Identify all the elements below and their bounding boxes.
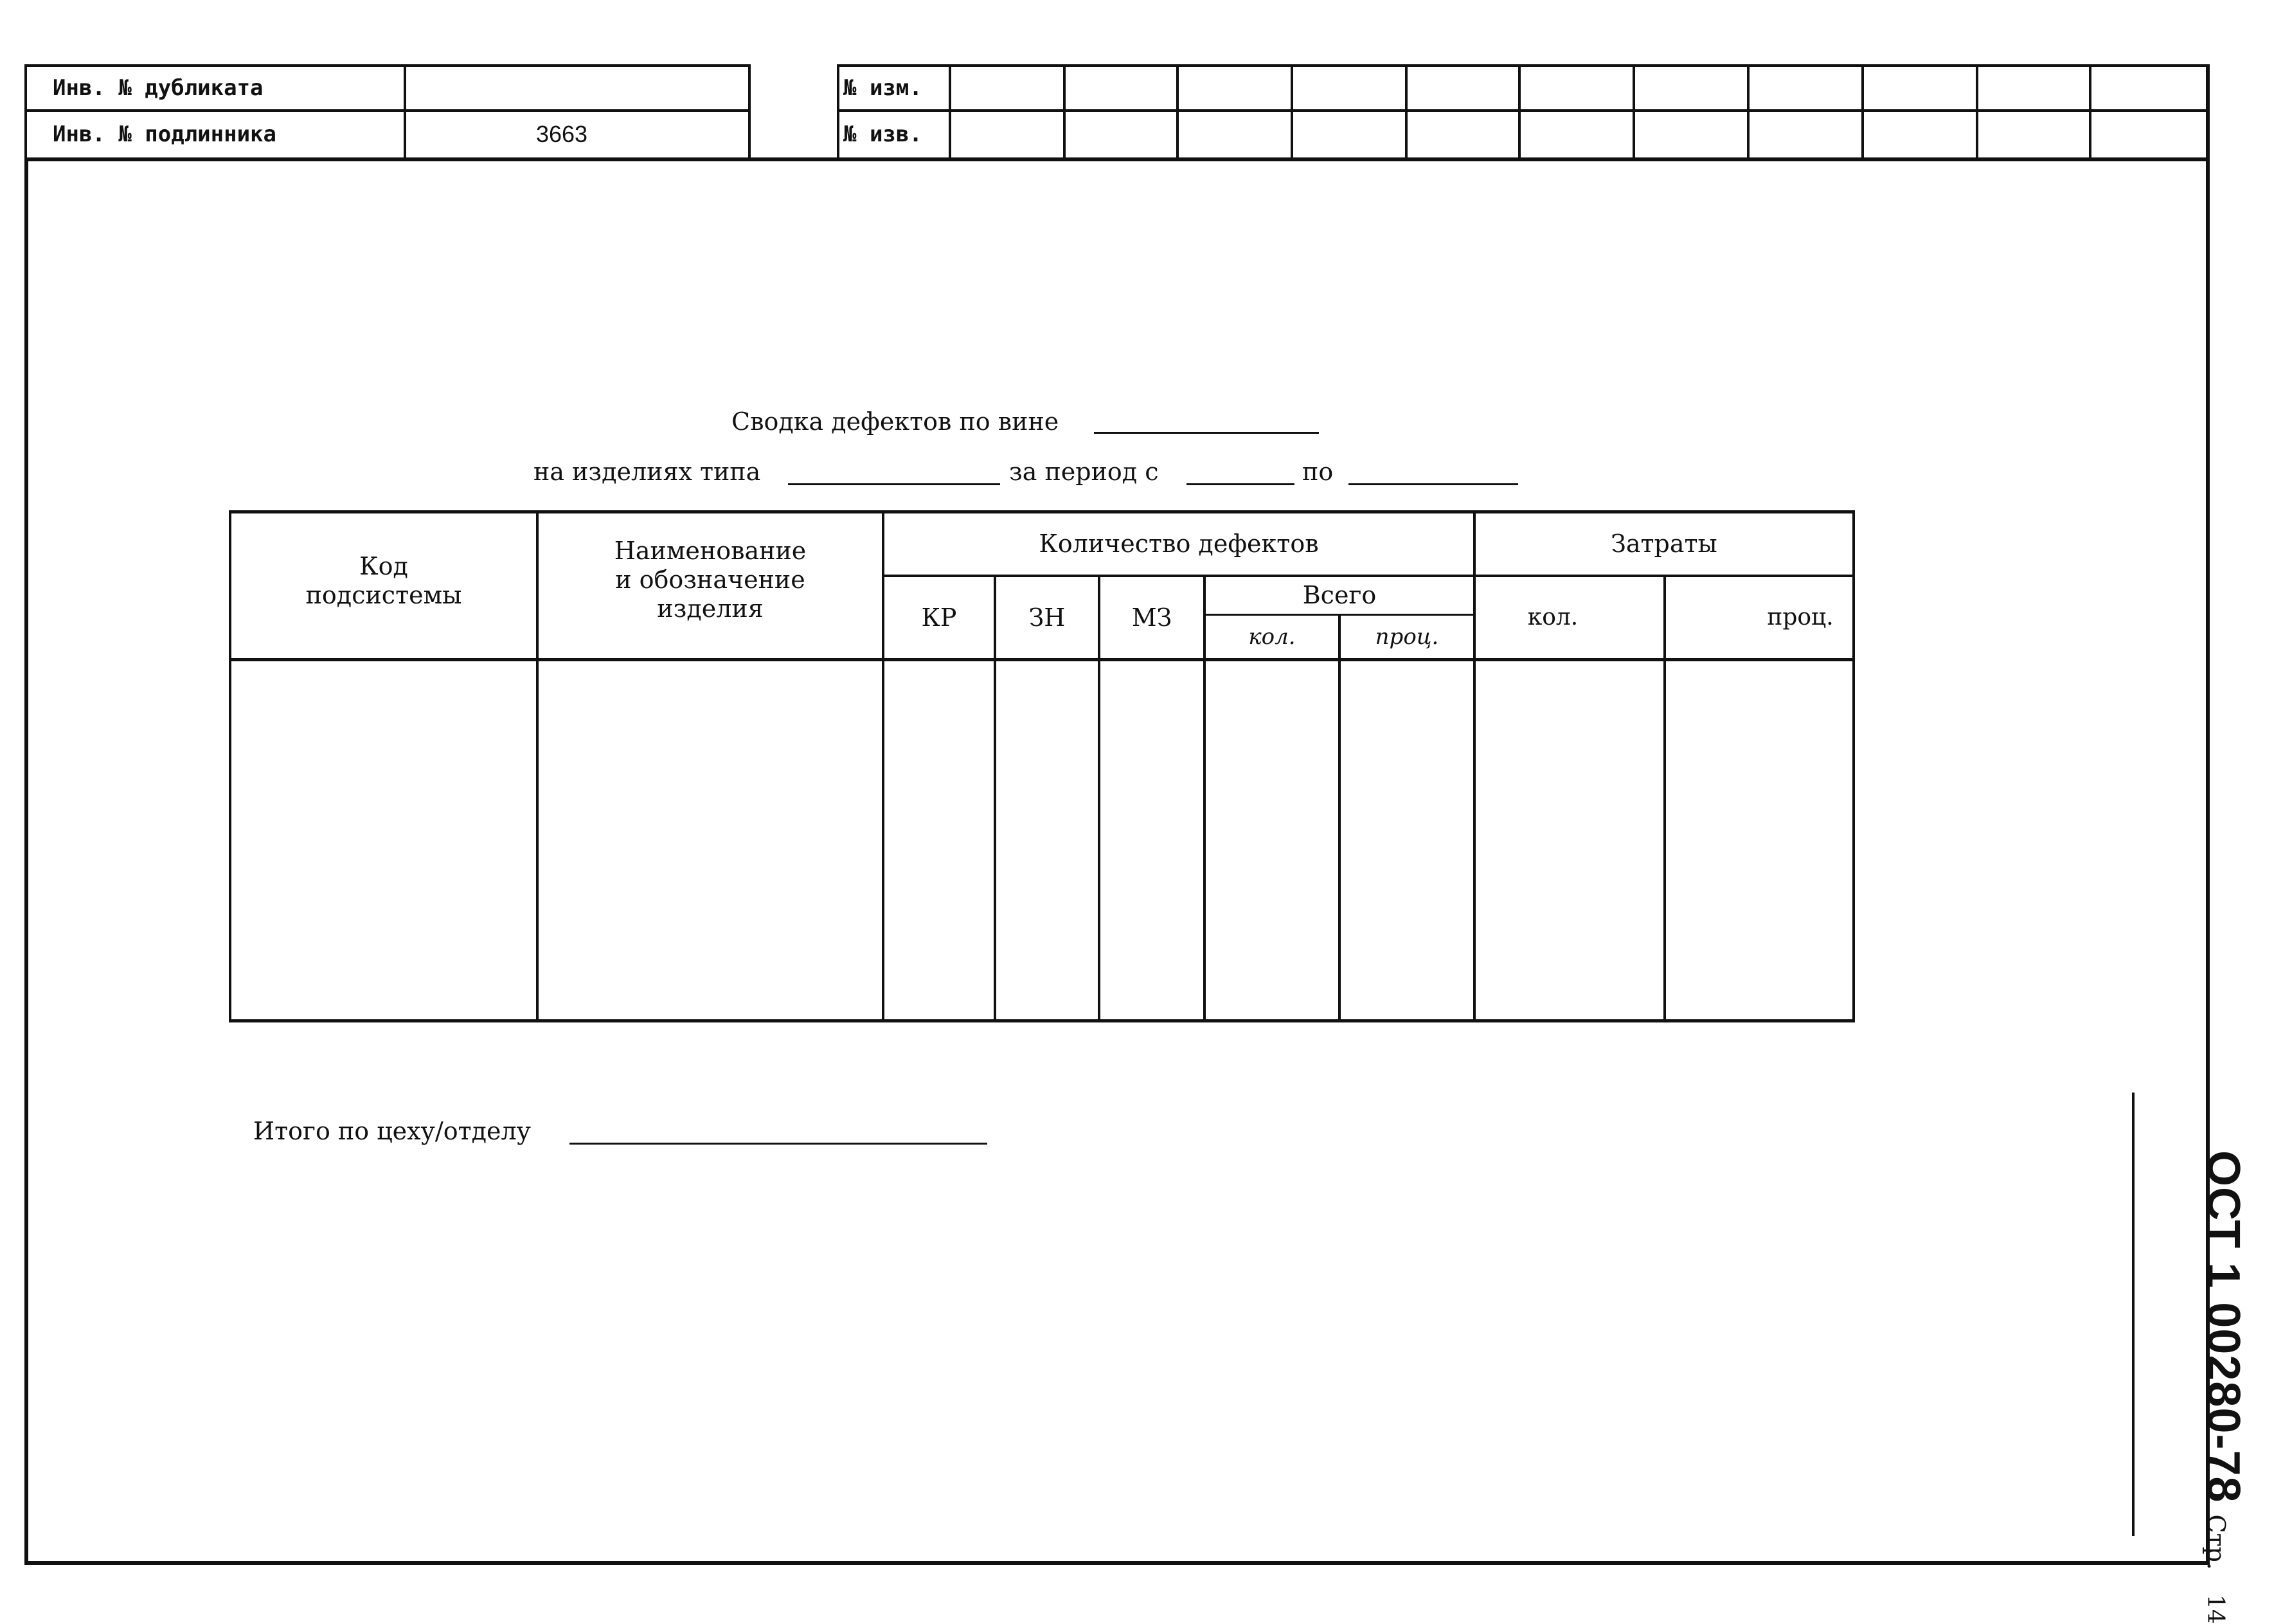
col-cost-pct: проц.	[1767, 603, 1834, 630]
group-defect-count: Количество дефектов	[1039, 530, 1319, 558]
product-type-blank	[788, 483, 1000, 485]
page-number: 14	[2202, 1594, 2228, 1624]
col-total-qty: кол.	[1248, 623, 1296, 650]
col-mz: МЗ	[1131, 603, 1172, 632]
total-by-department-blank	[569, 1143, 987, 1145]
original-inventory-label: Инв. № подлинника	[53, 121, 276, 147]
notice-number-label: № изв.	[843, 121, 922, 147]
total-by-department-label: Итого по цеху/отделу	[253, 1117, 531, 1145]
form-title: Сводка дефектов по вине	[731, 407, 1059, 436]
original-inventory-value: 3663	[535, 121, 588, 147]
page-label: Стр.	[2202, 1514, 2230, 1571]
col-kr: КР	[921, 603, 957, 632]
duplicate-inventory-value	[406, 67, 748, 109]
col-zn: ЗН	[1028, 603, 1066, 632]
product-type-label: на изделиях типа	[533, 458, 761, 486]
col-cost-qty: кол.	[1527, 603, 1579, 630]
standard-code: ОСТ 1 00280-78	[2198, 1150, 2249, 1503]
col-total-pct: проц.	[1375, 623, 1439, 650]
period-to-label: по	[1302, 458, 1334, 486]
change-number-label: № изм.	[843, 75, 922, 101]
group-costs: Затраты	[1611, 530, 1717, 558]
fault-party-blank	[1094, 432, 1319, 434]
standard-underline	[2132, 1093, 2135, 1536]
duplicate-inventory-label: Инв. № дубликата	[53, 75, 264, 101]
period-from-blank	[1186, 483, 1294, 485]
period-to-blank	[1348, 483, 1518, 485]
col-product-name: Наименование и обозначение изделия	[614, 537, 807, 623]
period-from-label: за период с	[1009, 458, 1159, 486]
group-total: Всего	[1302, 581, 1377, 610]
col-subsystem-code: Код подсистемы	[305, 552, 462, 609]
